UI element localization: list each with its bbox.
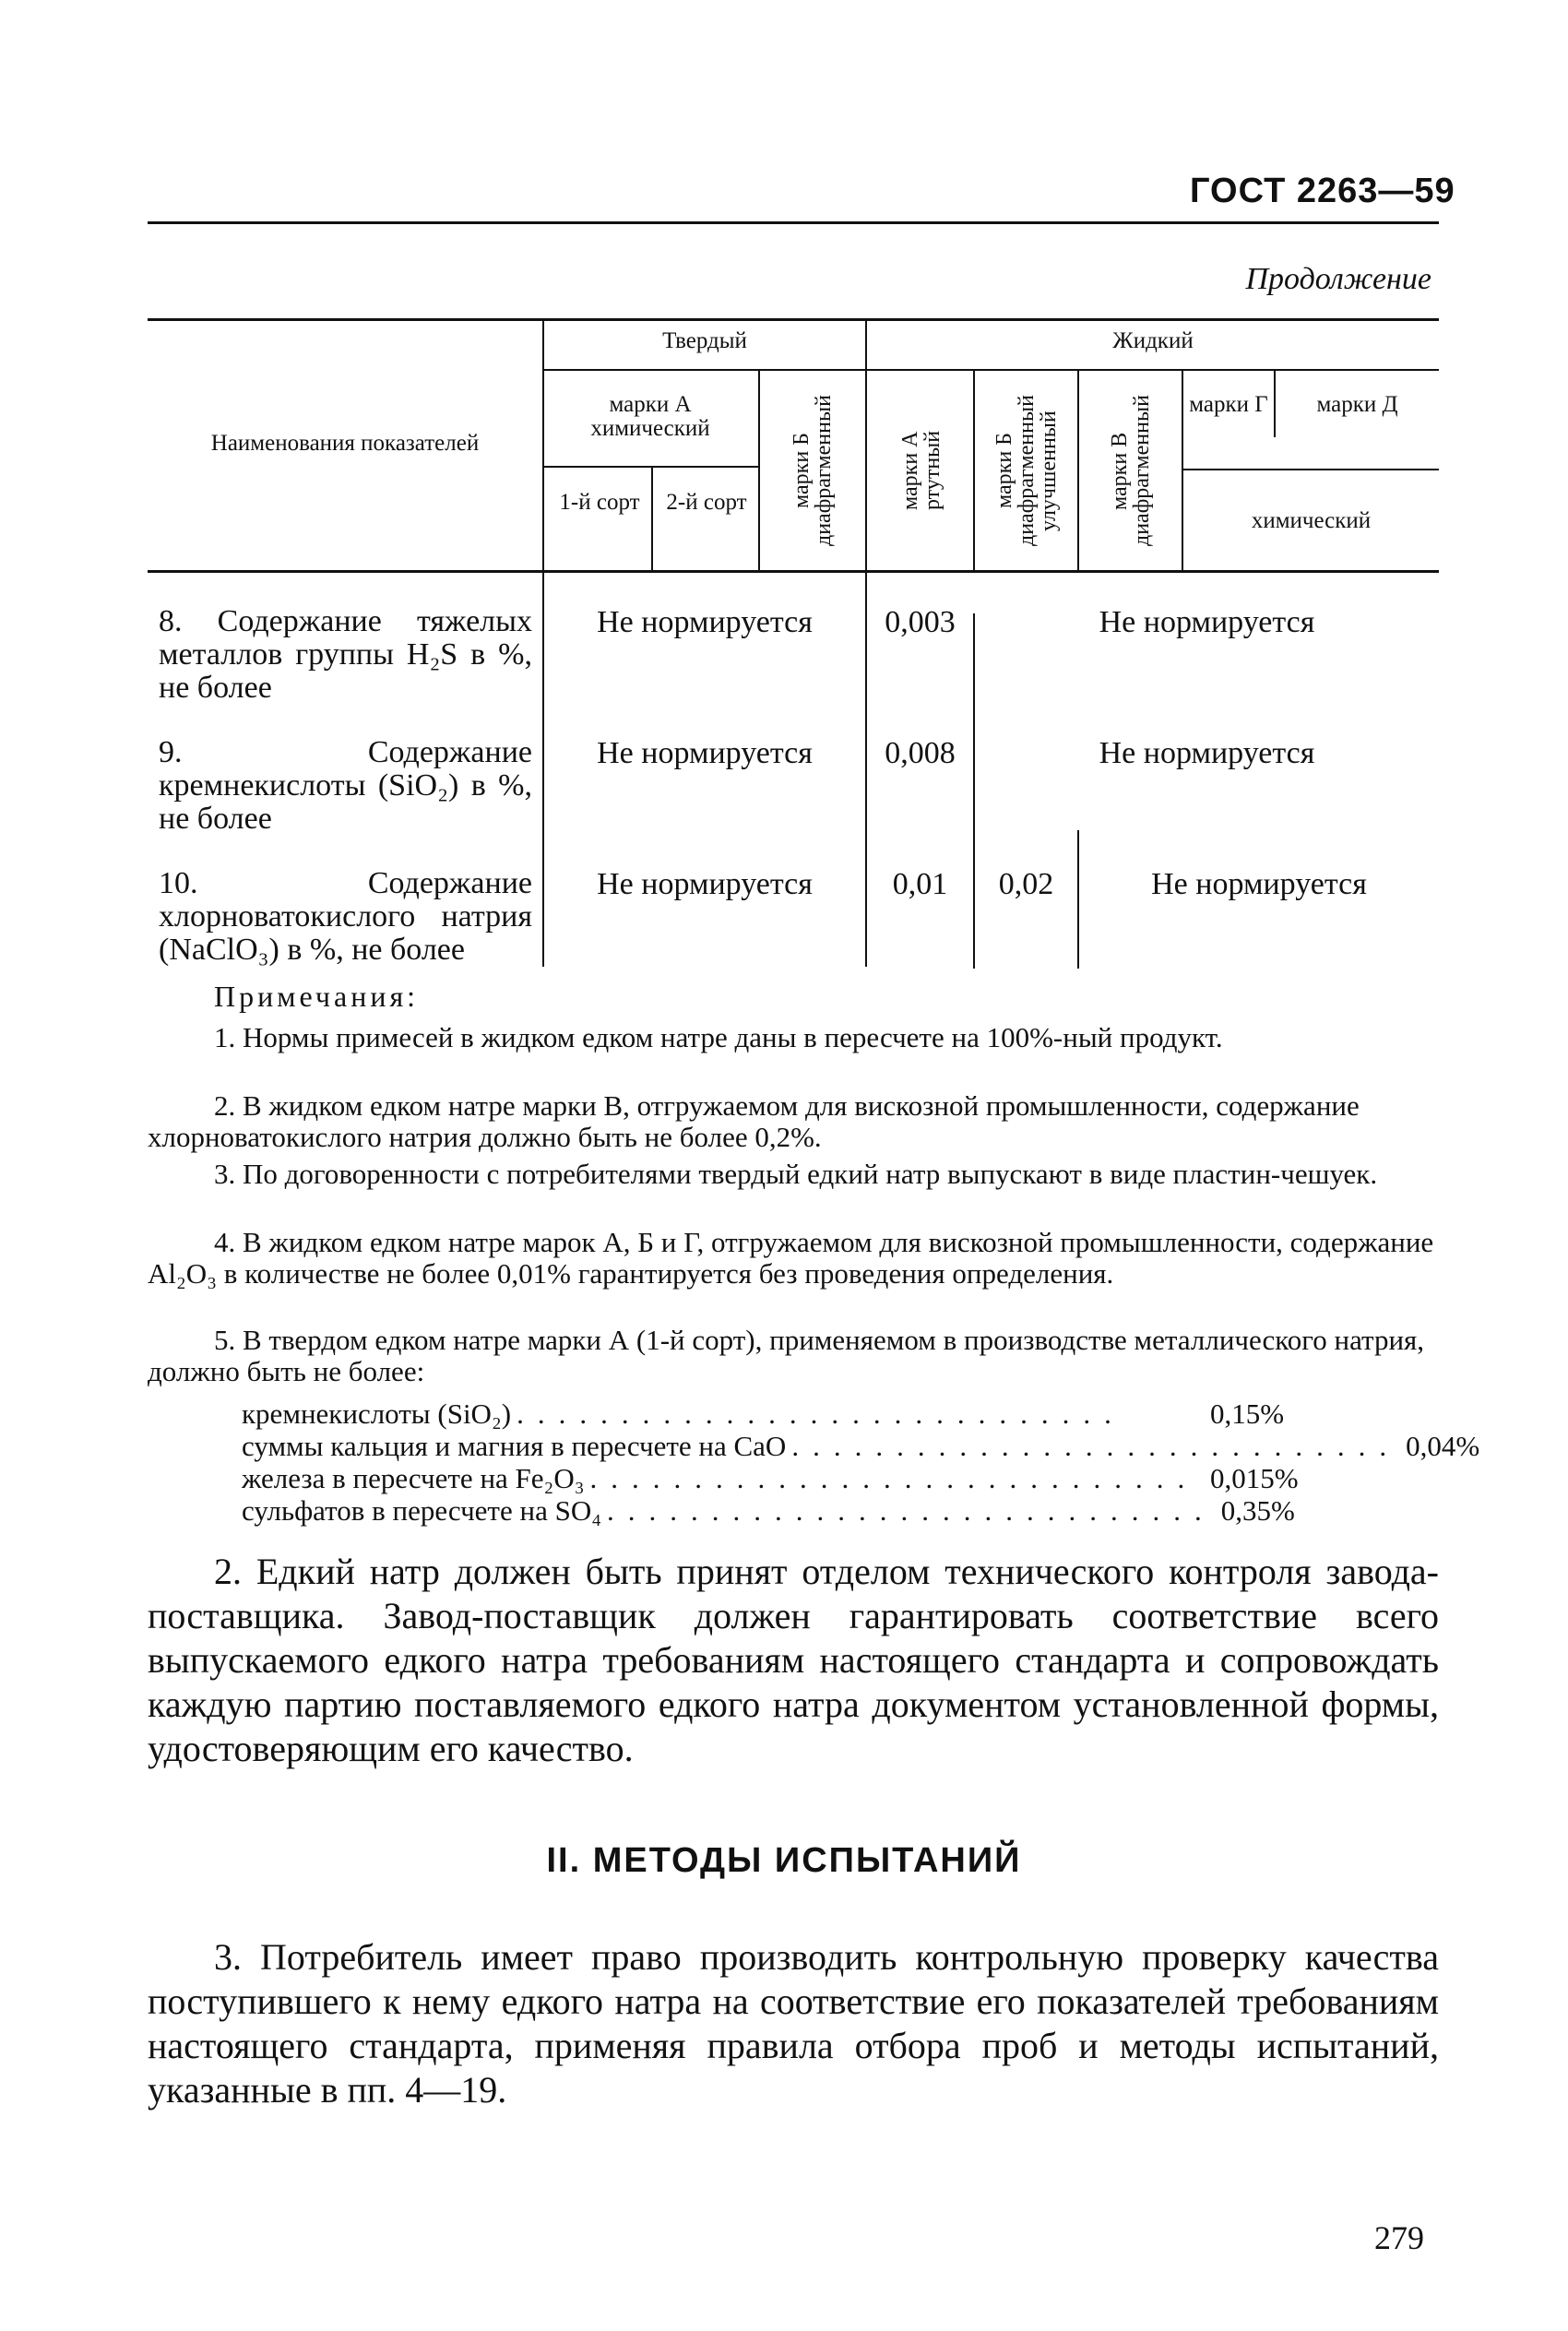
limit-label: суммы кальция и магния в пересчете на CaO: [242, 1430, 787, 1462]
note-4: 4. В жидком едком натре марок А, Б и Г, отгружаемом для вискозной промышленности, содержание Al₂O₃ в количестве не более 0,01% гарантируется без проведения определения.: [148, 1226, 1434, 1290]
note-1: 1. Нормы примесей в жидком едком натре даны в пересчете на 100%-ный продукт.: [214, 1021, 1223, 1053]
row-10-liquid-b: 0,02: [998, 867, 1054, 901]
col-liquid-v: марки В диафрагменный: [1107, 395, 1154, 546]
note-5: 5. В твердом едком натре марки А (1-й сорт), применяемом в производстве металлического натрия, должно быть не более:: [148, 1324, 1425, 1387]
paragraph-2: 2. Едкий натр должен быть принят отделом технического контроля завода-поставщика. Завод-поставщик должен гарантировать соответствие всего выпускаемого едкого натра требованиям настоящего стандарта и сопровождать каждую партию поставляемого едкого натра документом установленной формы, удостоверяющим его качество.: [148, 1551, 1439, 1769]
limit-value: 0,015%: [1210, 1462, 1299, 1494]
paragraph-3: 3. Потребитель имеет право производить контрольную проверку качества поступившего к нему едкого натра на соответствие его показателей требованиям настоящего стандарта, применяя правила отбора проб и методы испытаний, указанные в пп. 4—19.: [148, 1936, 1439, 2111]
col-solid-b: марки Б диафрагменный: [790, 395, 836, 546]
limit-label: сульфатов в пересчете на SO₄: [242, 1494, 602, 1527]
col-liquid-d: марки Д: [1316, 392, 1398, 417]
row-10-name: 10. Содержание хлорноватокислого натрия (NaClO₃) в %, не более: [159, 866, 532, 967]
header-rule: [148, 221, 1439, 224]
limit-row: [242, 1398, 1312, 1429]
limit-label: железа в пересчете на Fe₂O₃: [242, 1462, 585, 1494]
limit-row: [242, 1430, 1480, 1462]
limit-label: кремнекислоты (SiO₂): [242, 1397, 512, 1430]
row-8-rest: Не нормируется: [1099, 605, 1315, 639]
table-top-rule: [148, 318, 1439, 321]
group-liquid: Жидкий: [1112, 328, 1194, 353]
leader-dots: .............................: [791, 1430, 1401, 1462]
row-9-solid: Не нормируется: [597, 736, 813, 770]
group-solid: Твердый: [662, 328, 747, 353]
col-liquid-g: марки Г: [1189, 392, 1268, 417]
col-chemical: химический: [1251, 508, 1372, 533]
row-8-solid: Не нормируется: [597, 605, 813, 639]
note-2: 2. В жидком едком натре марки В, отгружаемом для вискозной промышленности, содержание хлорноватокислого натрия должно быть не более 0,2%.: [148, 1089, 1360, 1153]
note-3: 3. По договоренности с потребителями твердый едкий натр выпускают в виде пластин-чешуек.: [214, 1158, 1378, 1190]
limit-value: 0,04%: [1406, 1430, 1480, 1462]
leader-dots: .............................: [607, 1494, 1216, 1527]
notes-title: Примечания:: [214, 980, 420, 1013]
page-number: 279: [1374, 2219, 1424, 2256]
row-9-name: 9. Содержание кремнекислоты (SiO₂) в %, не более: [159, 735, 532, 836]
col-sort1: 1-й сорт: [559, 490, 640, 515]
leader-dots: .............................: [517, 1397, 1125, 1430]
row-9-rest: Не нормируется: [1099, 736, 1315, 770]
col-sort2: 2-й сорт: [666, 490, 747, 515]
row-8-liquid-a: 0,003: [885, 605, 956, 639]
row-10-liquid-a: 0,01: [892, 867, 948, 901]
row-8-name: 8. Содержание тяжелых металлов группы H₂S в %, не более: [159, 604, 532, 705]
col-liquid-b: марки Б диафрагменный улучшенный: [992, 395, 1061, 546]
document-code: ГОСТ 2263—59: [1190, 172, 1455, 210]
row-10-solid: Не нормируется: [597, 867, 813, 901]
limit-value: 0,35%: [1220, 1494, 1295, 1527]
table-header-bottom-rule: [148, 570, 1439, 573]
col-solid-a: марки А химический: [590, 392, 710, 442]
row-9-liquid-a: 0,008: [885, 736, 956, 770]
limit-row: [242, 1463, 1312, 1493]
col-header-names: Наименования показателей: [210, 431, 480, 456]
col-liquid-a: марки А ртутный: [897, 430, 944, 511]
section-title: II. МЕТОДЫ ИСПЫТАНИЙ: [546, 1841, 1022, 1880]
limit-value: 0,15%: [1210, 1397, 1285, 1430]
leader-dots: .............................: [589, 1462, 1199, 1494]
limit-row: [242, 1495, 1312, 1526]
row-10-rest: Не нормируется: [1151, 867, 1367, 901]
continuation-label: Продолжение: [1245, 262, 1431, 296]
